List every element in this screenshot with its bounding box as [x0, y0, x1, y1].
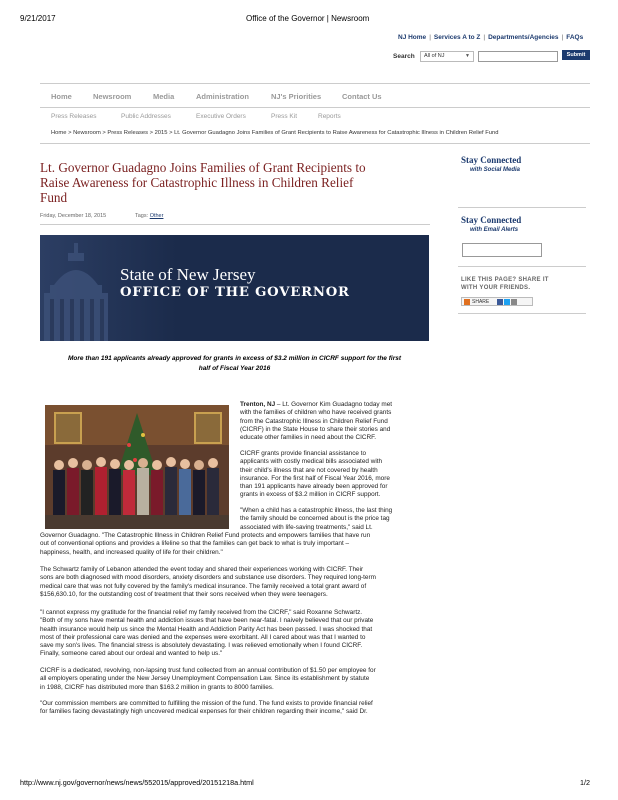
paragraph-grants	[240, 450, 435, 500]
subnav-press-releases[interactable]: Press Releases	[51, 113, 97, 120]
group-photo-image	[45, 405, 229, 529]
text-line: medical care that was not fully covered by the family's medical insurance. The family received a total grant award of	[40, 582, 367, 590]
like-page-text	[461, 276, 549, 292]
paragraph-quote-guadagno-top	[240, 507, 435, 532]
text-line: in 1988, CICRF has distributed more than $163.2 million in grants to 8000 families.	[40, 683, 274, 691]
utility-nav: NJ Home | Services A to Z | Departments/Agencies | FAQs	[398, 34, 584, 41]
text-line: – Lt. Governor Kim Guadagno today met	[275, 401, 393, 408]
text-line: happiness, health, and increased quality of life for their children."	[40, 548, 223, 556]
search-submit-button[interactable]: Submit	[562, 50, 590, 60]
text-line: associated with life-saving treatments," said Lt.	[240, 523, 373, 531]
text-line: "Both of my sons have mental health and addiction issues that have been near-fatal. I naively believed that our private	[40, 617, 374, 625]
sub-nav	[0, 113, 618, 122]
share-button[interactable]	[461, 297, 533, 306]
util-departments[interactable]: Departments/Agencies	[488, 34, 559, 41]
search-label: Search	[393, 53, 415, 60]
main-nav	[0, 92, 618, 102]
breadcrumb[interactable]: Home > Newsroom > Press Releases > 2015 > Lt. Governor Guadagno Joins Families of Grant Recipients to Raise Awareness for Catastrophic Illness in Children Relief Fund	[51, 130, 499, 136]
subnav-executive-orders[interactable]: Executive Orders	[196, 113, 246, 120]
stay-connected-email-sub: with Email Alerts	[470, 227, 519, 233]
subhead-line: half of Fiscal Year 2016	[198, 365, 271, 372]
stay-connected-email-title: Stay Connected	[461, 215, 522, 225]
text-line: save my son's lives. The financial stress is absolutely devastating. I was relieved emotionally when I found CICRF.	[40, 642, 363, 650]
text-line: their child's illness that are not covered by health	[240, 466, 378, 474]
facebook-icon	[497, 299, 503, 305]
sidebar-rule	[458, 207, 586, 208]
text-line: than 191 applicants have already been approved for	[240, 483, 388, 491]
twitter-icon	[504, 299, 510, 305]
nav-media[interactable]: Media	[153, 92, 175, 101]
print-date: 9/21/2017	[20, 14, 56, 23]
text-line: applicants with costly medical bills associated with	[240, 458, 383, 466]
text-line: "When a child has a catastrophic illness, the last thing	[240, 507, 393, 514]
paragraph-quote-guadagno	[40, 532, 600, 557]
sidebar-rule	[458, 313, 586, 314]
governor-banner	[40, 235, 429, 341]
nav-newsroom[interactable]: Newsroom	[93, 92, 132, 101]
text-line: "I cannot express my gratitude for the financial relief my family received from the CICRF," said Roxanne Schwartz.	[40, 609, 363, 616]
text-line: "Our commission members are committed to fulfilling the mission of the fund. The fund exists to provide financial relief	[40, 700, 373, 707]
email-icon	[511, 299, 517, 305]
text-line: insurance. For the first half of Fiscal Year 2016, more	[240, 474, 390, 482]
util-nj-home[interactable]: NJ Home	[398, 34, 427, 41]
text-line: the family should be concerned about is the price tag	[240, 515, 390, 523]
chevron-down-icon: ▼	[465, 53, 470, 59]
text-line: CICRF is a dedicated, revolving, non-lapsing trust fund collected from an annual contribution of $1.50 per employee for	[40, 667, 376, 674]
nav-home[interactable]: Home	[51, 92, 72, 101]
subhead-line: More than 191 applicants already approved for grants in excess of $3.2 million in CICRF support for the first	[67, 355, 402, 362]
article-date: Friday, December 18, 2015	[40, 213, 107, 219]
text-line: Governor Guadagno. "The Catastrophic Illness in Children Relief Fund protects and empowers families that have run	[40, 532, 371, 539]
text-line: Finally, someone cared about our ordeal and wanted to help us."	[40, 650, 223, 658]
tags-label: Tags:	[135, 213, 149, 219]
subnav-public-addresses[interactable]: Public Addresses	[121, 113, 171, 120]
text-line: from the Catastrophic Illness in Children Relief Fund	[240, 417, 388, 425]
text-line: The Schwartz family of Lebanon attended the event today and shared their experiences working with CICRF. Their	[40, 566, 364, 573]
paragraph-schwartz-quote	[40, 609, 600, 659]
text-line: all employers operating under the New Jersey Unemployment Compensation Law. Since its establishment by statute	[40, 675, 370, 683]
text-line: educate other families in need about the CICRF.	[240, 434, 377, 442]
util-faqs[interactable]: FAQs	[566, 34, 584, 41]
paragraph-commission-quote	[40, 700, 600, 717]
share-icon	[464, 299, 470, 305]
event-photo	[45, 405, 229, 529]
article-tags	[135, 213, 163, 219]
text-line: CICRF grants provide financial assistance to	[240, 450, 367, 457]
banner-state-title: State of New Jersey	[120, 265, 256, 284]
text-line: sons are both diagnosed with mood disorders, anxiety disorders and substance use disorders. They required long-term	[40, 574, 376, 582]
stay-connected-social-title: Stay Connected	[461, 155, 522, 165]
print-title: Office of the Governor | Newsroom	[246, 14, 370, 23]
text-line: grants in excess of $3.2 million in CICRF support.	[240, 491, 381, 499]
meta-rule	[40, 224, 430, 225]
text-line: for families facing devastatingly high uncovered medical expenses for their children regarding their income," said Dr.	[40, 708, 368, 716]
paragraph-fund-description	[40, 667, 600, 692]
paragraph-intro	[240, 401, 435, 442]
nav-middle-rule	[40, 107, 590, 108]
footer-url: http://www.nj.gov/governor/news/news/552015/approved/20151218a.html	[20, 778, 254, 787]
breadcrumb-rule	[40, 143, 590, 144]
search-scope-value: All of NJ	[424, 53, 445, 59]
share-label: SHARE	[472, 299, 490, 305]
subnav-reports[interactable]: Reports	[318, 113, 341, 120]
text-line: most of their professional care was denied and the expenses were exorbitant. All I cared about was that I wanted to	[40, 633, 366, 641]
dateline: Trenton, NJ	[240, 401, 276, 408]
text-line: health insurance would help us since the Mental Health and Addiction Parity Act has been passed. I was shocked that	[40, 625, 373, 633]
nav-priorities[interactable]: NJ's Priorities	[271, 92, 322, 101]
title-line: Lt. Governor Guadagno Joins Families of Grant Recipients to	[40, 160, 366, 175]
text-line: $156,630.10, for the outstanding cost of treatment that their sons received when they were teenagers.	[40, 590, 328, 598]
text-line: with the families of children who have received grants	[240, 409, 392, 417]
nav-administration[interactable]: Administration	[196, 92, 249, 101]
sidebar-rule	[458, 266, 586, 267]
article-title	[40, 160, 430, 205]
tag-link[interactable]: Other	[149, 213, 164, 219]
subnav-press-kit[interactable]: Press Kit	[271, 113, 298, 120]
article-subhead	[40, 354, 429, 374]
paragraph-schwartz-family	[40, 566, 600, 599]
nav-contact[interactable]: Contact Us	[342, 92, 382, 101]
search-scope-select[interactable]	[420, 51, 474, 62]
title-line: Fund	[40, 190, 68, 205]
nav-top-rule	[40, 83, 590, 84]
stay-connected-social-sub: with Social Media	[470, 167, 521, 173]
footer-page: 1/2	[580, 778, 590, 787]
title-line: Raise Awareness for Catastrophic Illness in Children Relief	[40, 175, 354, 190]
text-line: (CICRF) in the State House to share their stories and	[240, 425, 391, 433]
text-line: LIKE THIS PAGE? SHARE IT	[461, 277, 549, 283]
text-line: out of conventional options and provides a lifeline so that the families can get back to what is truly important –	[40, 540, 350, 548]
banner-office-title: OFFICE OF THE GOVERNOR	[120, 285, 350, 300]
util-services[interactable]: Services A to Z	[433, 34, 481, 41]
email-alert-input[interactable]	[462, 243, 542, 257]
text-line: WITH YOUR FRIENDS.	[461, 285, 531, 291]
search-input[interactable]	[478, 51, 558, 62]
